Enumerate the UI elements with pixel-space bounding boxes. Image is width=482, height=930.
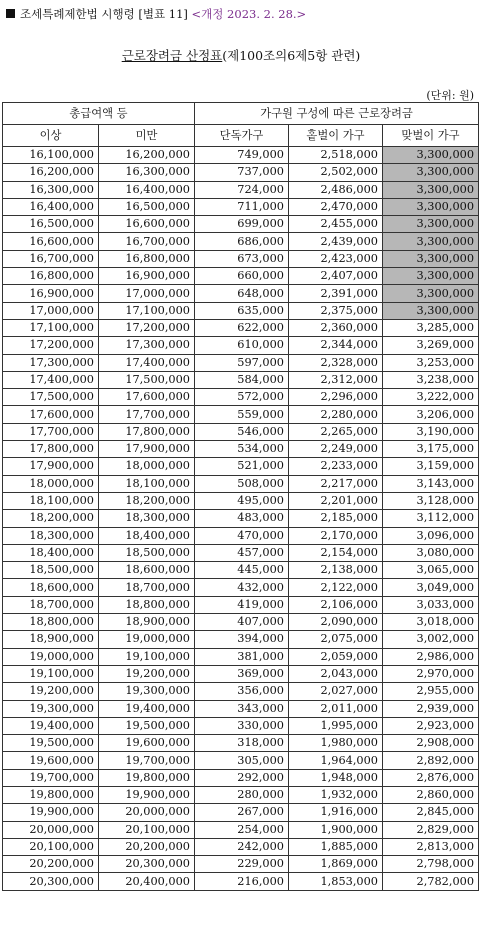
cell-single-earner: 2,439,000 [289, 233, 383, 250]
col-header-max: 미만 [99, 125, 195, 147]
cell-dual-earner: 3,285,000 [383, 319, 479, 336]
cell-single: 483,000 [195, 510, 289, 527]
cell-max: 18,200,000 [99, 492, 195, 509]
cell-max: 18,900,000 [99, 614, 195, 631]
cell-single: 216,000 [195, 873, 289, 890]
cell-single: 419,000 [195, 596, 289, 613]
cell-max: 16,600,000 [99, 216, 195, 233]
cell-single: 686,000 [195, 233, 289, 250]
cell-dual-earner: 3,018,000 [383, 614, 479, 631]
cell-dual-earner: 2,845,000 [383, 804, 479, 821]
cell-max: 19,600,000 [99, 735, 195, 752]
table-row [3, 631, 479, 648]
cell-dual-earner: 2,813,000 [383, 838, 479, 855]
cell-min: 20,000,000 [3, 821, 99, 838]
cell-single: 445,000 [195, 562, 289, 579]
col-header-single-earner: 홑벌이 가구 [289, 125, 383, 147]
cell-single-earner: 2,375,000 [289, 302, 383, 319]
cell-max: 16,900,000 [99, 268, 195, 285]
cell-min: 16,400,000 [3, 198, 99, 215]
cell-single: 635,000 [195, 302, 289, 319]
square-bullet-icon [6, 9, 15, 18]
cell-single-earner: 2,233,000 [289, 458, 383, 475]
cell-single-earner: 2,106,000 [289, 596, 383, 613]
cell-dual-earner: 3,065,000 [383, 562, 479, 579]
cell-dual-earner: 3,253,000 [383, 354, 479, 371]
table-row [3, 527, 479, 544]
cell-min: 18,700,000 [3, 596, 99, 613]
title-sub: (제100조의6제5항 관련) [222, 48, 361, 63]
cell-single: 495,000 [195, 492, 289, 509]
unit-label: (단위: 원) [426, 89, 474, 102]
cell-single: 508,000 [195, 475, 289, 492]
cell-dual-earner: 3,300,000 [383, 233, 479, 250]
cell-single: 292,000 [195, 769, 289, 786]
cell-min: 17,800,000 [3, 441, 99, 458]
cell-single-earner: 2,312,000 [289, 371, 383, 388]
cell-min: 18,600,000 [3, 579, 99, 596]
cell-max: 19,300,000 [99, 683, 195, 700]
cell-min: 20,300,000 [3, 873, 99, 890]
column-header-row [3, 125, 479, 147]
cell-max: 17,400,000 [99, 354, 195, 371]
page-title [0, 46, 482, 64]
cell-min: 19,300,000 [3, 700, 99, 717]
cell-min: 17,700,000 [3, 423, 99, 440]
table-row [3, 371, 479, 388]
cell-single-earner: 2,407,000 [289, 268, 383, 285]
cell-max: 18,400,000 [99, 527, 195, 544]
cell-min: 18,100,000 [3, 492, 99, 509]
amendment-link[interactable]: <개정 2023. 2. 28.> [191, 7, 307, 21]
cell-min: 16,800,000 [3, 268, 99, 285]
cell-single-earner: 2,265,000 [289, 423, 383, 440]
table-row [3, 216, 479, 233]
cell-single-earner: 2,154,000 [289, 544, 383, 561]
cell-dual-earner: 3,206,000 [383, 406, 479, 423]
cell-max: 18,300,000 [99, 510, 195, 527]
table-row [3, 458, 479, 475]
cell-max: 18,800,000 [99, 596, 195, 613]
cell-min: 18,900,000 [3, 631, 99, 648]
table-row [3, 665, 479, 682]
cell-single-earner: 2,090,000 [289, 614, 383, 631]
cell-dual-earner: 3,128,000 [383, 492, 479, 509]
cell-max: 17,100,000 [99, 302, 195, 319]
cell-min: 18,300,000 [3, 527, 99, 544]
cell-min: 16,600,000 [3, 233, 99, 250]
table-row [3, 423, 479, 440]
cell-min: 19,000,000 [3, 648, 99, 665]
cell-max: 20,200,000 [99, 838, 195, 855]
cell-max: 17,800,000 [99, 423, 195, 440]
cell-max: 18,700,000 [99, 579, 195, 596]
cell-max: 17,900,000 [99, 441, 195, 458]
cell-dual-earner: 3,300,000 [383, 181, 479, 198]
cell-dual-earner: 3,080,000 [383, 544, 479, 561]
cell-single: 737,000 [195, 164, 289, 181]
cell-single: 584,000 [195, 371, 289, 388]
cell-single-earner: 2,423,000 [289, 250, 383, 267]
cell-min: 18,200,000 [3, 510, 99, 527]
cell-single-earner: 2,470,000 [289, 198, 383, 215]
cell-max: 19,400,000 [99, 700, 195, 717]
cell-min: 16,700,000 [3, 250, 99, 267]
table-row [3, 510, 479, 527]
household-group-header: 가구원 구성에 따른 근로장려금 [195, 103, 479, 125]
cell-single-earner: 2,296,000 [289, 389, 383, 406]
cell-max: 16,200,000 [99, 147, 195, 164]
cell-single: 724,000 [195, 181, 289, 198]
cell-min: 16,500,000 [3, 216, 99, 233]
cell-single-earner: 2,518,000 [289, 147, 383, 164]
cell-single-earner: 2,502,000 [289, 164, 383, 181]
cell-max: 20,000,000 [99, 804, 195, 821]
cell-dual-earner: 3,159,000 [383, 458, 479, 475]
cell-single: 470,000 [195, 527, 289, 544]
cell-max: 16,300,000 [99, 164, 195, 181]
cell-min: 17,400,000 [3, 371, 99, 388]
cell-max: 18,100,000 [99, 475, 195, 492]
cell-single-earner: 2,185,000 [289, 510, 383, 527]
income-group-header: 총급여액 등 [3, 103, 195, 125]
cell-max: 19,800,000 [99, 769, 195, 786]
cell-min: 17,900,000 [3, 458, 99, 475]
cell-dual-earner: 3,300,000 [383, 164, 479, 181]
cell-min: 16,200,000 [3, 164, 99, 181]
cell-single: 394,000 [195, 631, 289, 648]
cell-single: 572,000 [195, 389, 289, 406]
cell-max: 17,200,000 [99, 319, 195, 336]
table-row [3, 285, 479, 302]
cell-dual-earner: 3,190,000 [383, 423, 479, 440]
cell-min: 17,000,000 [3, 302, 99, 319]
cell-min: 18,400,000 [3, 544, 99, 561]
table-row [3, 250, 479, 267]
cell-single: 254,000 [195, 821, 289, 838]
table-row [3, 544, 479, 561]
cell-dual-earner: 2,908,000 [383, 735, 479, 752]
cell-single: 711,000 [195, 198, 289, 215]
cell-min: 19,600,000 [3, 752, 99, 769]
col-header-dual-earner: 맞벌이 가구 [383, 125, 479, 147]
cell-min: 19,100,000 [3, 665, 99, 682]
table-row [3, 475, 479, 492]
table-row [3, 492, 479, 509]
table-row [3, 302, 479, 319]
cell-single-earner: 2,075,000 [289, 631, 383, 648]
cell-dual-earner: 3,300,000 [383, 250, 479, 267]
cell-single-earner: 1,869,000 [289, 856, 383, 873]
cell-single-earner: 1,964,000 [289, 752, 383, 769]
cell-single: 521,000 [195, 458, 289, 475]
document-header [6, 6, 306, 22]
cell-max: 17,300,000 [99, 337, 195, 354]
table-row [3, 683, 479, 700]
cell-min: 17,200,000 [3, 337, 99, 354]
cell-single: 381,000 [195, 648, 289, 665]
cell-dual-earner: 2,829,000 [383, 821, 479, 838]
table-row [3, 769, 479, 786]
cell-single-earner: 2,059,000 [289, 648, 383, 665]
cell-max: 16,500,000 [99, 198, 195, 215]
cell-single-earner: 2,344,000 [289, 337, 383, 354]
cell-single: 546,000 [195, 423, 289, 440]
cell-single: 660,000 [195, 268, 289, 285]
cell-dual-earner: 2,860,000 [383, 786, 479, 803]
cell-dual-earner: 2,939,000 [383, 700, 479, 717]
cell-single: 280,000 [195, 786, 289, 803]
table-row [3, 198, 479, 215]
cell-max: 16,800,000 [99, 250, 195, 267]
cell-max: 19,200,000 [99, 665, 195, 682]
cell-single-earner: 2,391,000 [289, 285, 383, 302]
table-row [3, 821, 479, 838]
cell-single-earner: 2,122,000 [289, 579, 383, 596]
cell-dual-earner: 3,143,000 [383, 475, 479, 492]
cell-min: 16,900,000 [3, 285, 99, 302]
cell-single-earner: 1,980,000 [289, 735, 383, 752]
cell-dual-earner: 3,096,000 [383, 527, 479, 544]
cell-max: 20,400,000 [99, 873, 195, 890]
cell-min: 17,100,000 [3, 319, 99, 336]
table-row [3, 389, 479, 406]
cell-max: 19,500,000 [99, 717, 195, 734]
cell-single-earner: 2,217,000 [289, 475, 383, 492]
table-row [3, 441, 479, 458]
cell-max: 19,100,000 [99, 648, 195, 665]
table-row [3, 406, 479, 423]
cell-dual-earner: 3,002,000 [383, 631, 479, 648]
cell-single: 242,000 [195, 838, 289, 855]
cell-dual-earner: 2,955,000 [383, 683, 479, 700]
header-text: 조세특례제한법 시행령 [별표 11] [20, 7, 188, 21]
cell-dual-earner: 3,300,000 [383, 147, 479, 164]
cell-single-earner: 2,027,000 [289, 683, 383, 700]
table-row [3, 648, 479, 665]
cell-single-earner: 2,138,000 [289, 562, 383, 579]
cell-max: 16,700,000 [99, 233, 195, 250]
table-row [3, 700, 479, 717]
cell-min: 20,200,000 [3, 856, 99, 873]
cell-single: 343,000 [195, 700, 289, 717]
cell-min: 16,100,000 [3, 147, 99, 164]
cell-dual-earner: 3,049,000 [383, 579, 479, 596]
cell-dual-earner: 2,892,000 [383, 752, 479, 769]
cell-single-earner: 1,995,000 [289, 717, 383, 734]
table-row [3, 354, 479, 371]
cell-single: 457,000 [195, 544, 289, 561]
cell-dual-earner: 2,970,000 [383, 665, 479, 682]
cell-max: 19,000,000 [99, 631, 195, 648]
cell-single-earner: 1,853,000 [289, 873, 383, 890]
table-row [3, 717, 479, 734]
table-row [3, 268, 479, 285]
cell-single: 534,000 [195, 441, 289, 458]
cell-min: 19,400,000 [3, 717, 99, 734]
cell-min: 18,800,000 [3, 614, 99, 631]
cell-single-earner: 1,916,000 [289, 804, 383, 821]
tax-credit-table [2, 102, 479, 891]
cell-dual-earner: 3,300,000 [383, 302, 479, 319]
cell-single: 699,000 [195, 216, 289, 233]
table-row [3, 614, 479, 631]
cell-single-earner: 2,011,000 [289, 700, 383, 717]
group-header-row [3, 103, 479, 125]
cell-min: 18,000,000 [3, 475, 99, 492]
cell-dual-earner: 2,876,000 [383, 769, 479, 786]
cell-dual-earner: 3,300,000 [383, 216, 479, 233]
cell-single: 407,000 [195, 614, 289, 631]
cell-single-earner: 1,900,000 [289, 821, 383, 838]
cell-dual-earner: 3,112,000 [383, 510, 479, 527]
cell-single-earner: 2,170,000 [289, 527, 383, 544]
col-header-single: 단독가구 [195, 125, 289, 147]
cell-single: 229,000 [195, 856, 289, 873]
cell-min: 16,300,000 [3, 181, 99, 198]
cell-dual-earner: 2,798,000 [383, 856, 479, 873]
cell-single-earner: 1,948,000 [289, 769, 383, 786]
cell-single: 267,000 [195, 804, 289, 821]
cell-single: 610,000 [195, 337, 289, 354]
cell-max: 18,000,000 [99, 458, 195, 475]
table-row [3, 319, 479, 336]
cell-single-earner: 1,885,000 [289, 838, 383, 855]
cell-dual-earner: 3,175,000 [383, 441, 479, 458]
cell-single-earner: 1,932,000 [289, 786, 383, 803]
table-row [3, 147, 479, 164]
cell-dual-earner: 2,923,000 [383, 717, 479, 734]
table-row [3, 804, 479, 821]
cell-max: 19,900,000 [99, 786, 195, 803]
cell-single: 318,000 [195, 735, 289, 752]
table-row [3, 181, 479, 198]
cell-max: 17,700,000 [99, 406, 195, 423]
table-body [3, 147, 479, 891]
cell-max: 18,500,000 [99, 544, 195, 561]
cell-single: 648,000 [195, 285, 289, 302]
cell-min: 18,500,000 [3, 562, 99, 579]
cell-min: 17,300,000 [3, 354, 99, 371]
cell-dual-earner: 3,300,000 [383, 268, 479, 285]
cell-min: 17,600,000 [3, 406, 99, 423]
cell-max: 19,700,000 [99, 752, 195, 769]
cell-single: 432,000 [195, 579, 289, 596]
table-row [3, 856, 479, 873]
table-row [3, 579, 479, 596]
cell-dual-earner: 3,033,000 [383, 596, 479, 613]
cell-single: 330,000 [195, 717, 289, 734]
table-row [3, 752, 479, 769]
cell-single-earner: 2,043,000 [289, 665, 383, 682]
table-row [3, 164, 479, 181]
cell-single-earner: 2,280,000 [289, 406, 383, 423]
table-row [3, 337, 479, 354]
cell-max: 18,600,000 [99, 562, 195, 579]
col-header-min: 이상 [3, 125, 99, 147]
cell-single: 369,000 [195, 665, 289, 682]
cell-max: 20,300,000 [99, 856, 195, 873]
cell-max: 20,100,000 [99, 821, 195, 838]
cell-dual-earner: 3,300,000 [383, 198, 479, 215]
cell-single-earner: 2,455,000 [289, 216, 383, 233]
table-row [3, 838, 479, 855]
cell-dual-earner: 2,986,000 [383, 648, 479, 665]
cell-single-earner: 2,328,000 [289, 354, 383, 371]
cell-single: 622,000 [195, 319, 289, 336]
cell-min: 19,700,000 [3, 769, 99, 786]
cell-single: 749,000 [195, 147, 289, 164]
cell-single: 597,000 [195, 354, 289, 371]
cell-dual-earner: 3,238,000 [383, 371, 479, 388]
cell-dual-earner: 3,269,000 [383, 337, 479, 354]
cell-single: 305,000 [195, 752, 289, 769]
cell-max: 17,600,000 [99, 389, 195, 406]
cell-single-earner: 2,360,000 [289, 319, 383, 336]
cell-single: 559,000 [195, 406, 289, 423]
cell-single-earner: 2,201,000 [289, 492, 383, 509]
cell-single: 673,000 [195, 250, 289, 267]
cell-min: 19,800,000 [3, 786, 99, 803]
cell-min: 20,100,000 [3, 838, 99, 855]
cell-single-earner: 2,249,000 [289, 441, 383, 458]
cell-dual-earner: 3,222,000 [383, 389, 479, 406]
cell-min: 19,500,000 [3, 735, 99, 752]
cell-min: 19,900,000 [3, 804, 99, 821]
cell-single: 356,000 [195, 683, 289, 700]
table-row [3, 562, 479, 579]
table-row [3, 873, 479, 890]
cell-dual-earner: 2,782,000 [383, 873, 479, 890]
table-row [3, 786, 479, 803]
cell-min: 19,200,000 [3, 683, 99, 700]
cell-single-earner: 2,486,000 [289, 181, 383, 198]
table-row [3, 596, 479, 613]
cell-max: 17,000,000 [99, 285, 195, 302]
cell-dual-earner: 3,300,000 [383, 285, 479, 302]
cell-max: 16,400,000 [99, 181, 195, 198]
cell-max: 17,500,000 [99, 371, 195, 388]
title-main: 근로장려금 산정표 [121, 48, 223, 63]
table-row [3, 233, 479, 250]
cell-min: 17,500,000 [3, 389, 99, 406]
table-row [3, 735, 479, 752]
